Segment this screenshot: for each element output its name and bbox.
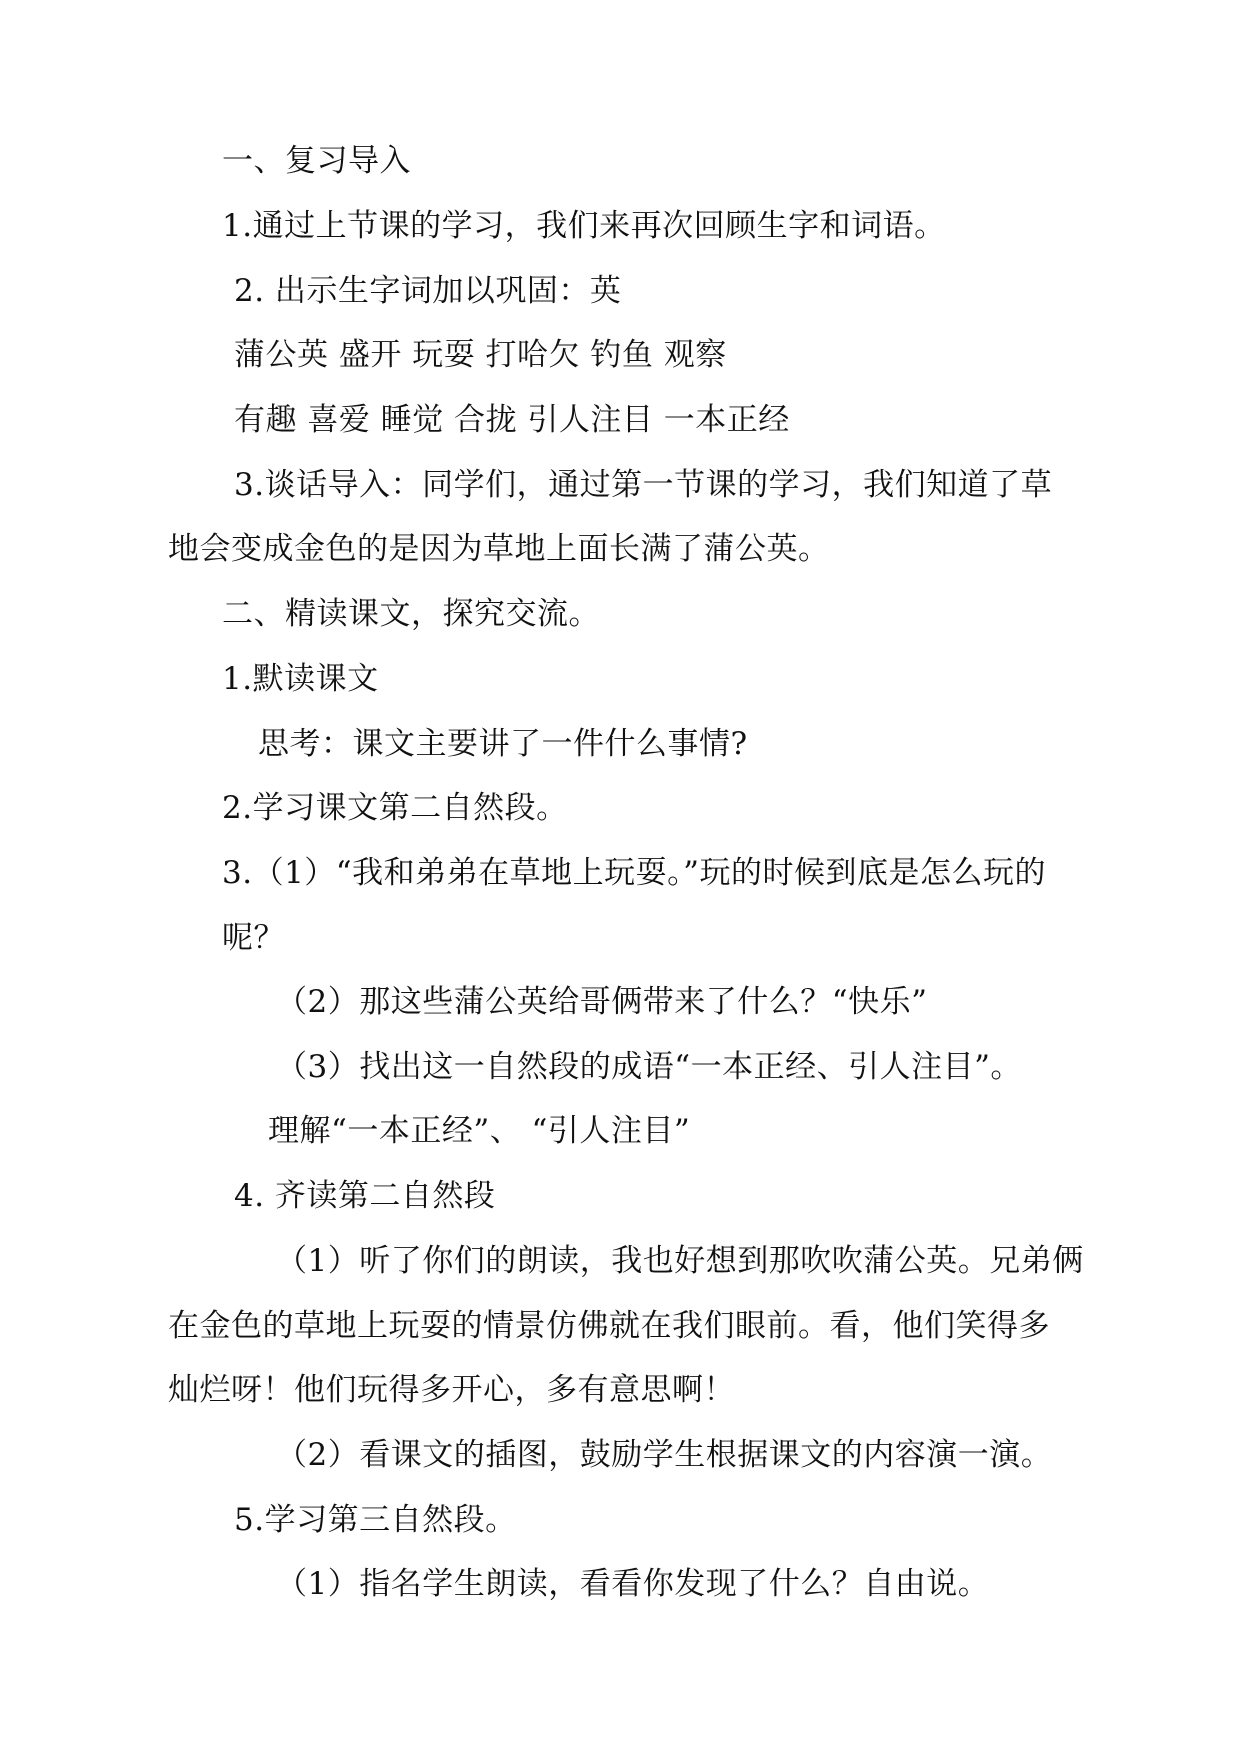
text-line: （1）听了你们的朗读，我也好想到那吹吹蒲公英。兄弟俩 [276,1243,1084,1279]
text-line: （2）看课文的插图，鼓励学生根据课文的内容演一演。 [276,1437,1053,1473]
text-line: 理解“一本正经”、 “引人注目” [268,1113,691,1149]
text-line: 4. 齐读第二自然段 [234,1178,496,1214]
text-line: 3.（1）“我和弟弟在草地上玩耍。”玩的时候到底是怎么玩的 [222,855,1046,891]
text-line: （2）那这些蒲公英给哥俩带来了什么？“快乐” [276,984,928,1020]
text-line: 在金色的草地上玩耍的情景仿佛就在我们眼前。看，他们笑得多 [168,1308,1050,1344]
text-line: 1.通过上节课的学习，我们来再次回顾生字和词语。 [222,208,946,244]
text-line: 思考：课文主要讲了一件什么事情? [258,726,748,762]
text-line: （1）指名学生朗读，看看你发现了什么？自由说。 [276,1566,990,1602]
section-heading-review: 一、复习导入 [222,143,411,179]
vocab-line: 有趣 喜爱 睡觉 合拢 引人注目 一本正经 [234,402,790,438]
text-line: 地会变成金色的是因为草地上面长满了蒲公英。 [168,531,830,567]
section-heading-reading: 二、精读课文，探究交流。 [222,596,600,632]
vocab-line: 蒲公英 盛开 玩耍 打哈欠 钓鱼 观察 [234,337,727,373]
text-line: 2.学习课文第二自然段。 [222,790,568,826]
text-line: （3）找出这一自然段的成语“一本正经、引人注目”。 [276,1049,1022,1085]
text-line: 1.默读课文 [222,661,379,697]
text-line: 2. 出示生字词加以巩固：英 [234,273,622,309]
text-line: 呢？ [222,920,285,956]
text-line: 灿烂呀！他们玩得多开心，多有意思啊！ [168,1372,735,1408]
text-line: 5.学习第三自然段。 [234,1502,517,1538]
text-line: 3.谈话导入：同学们，通过第一节课的学习，我们知道了草 [234,467,1053,503]
